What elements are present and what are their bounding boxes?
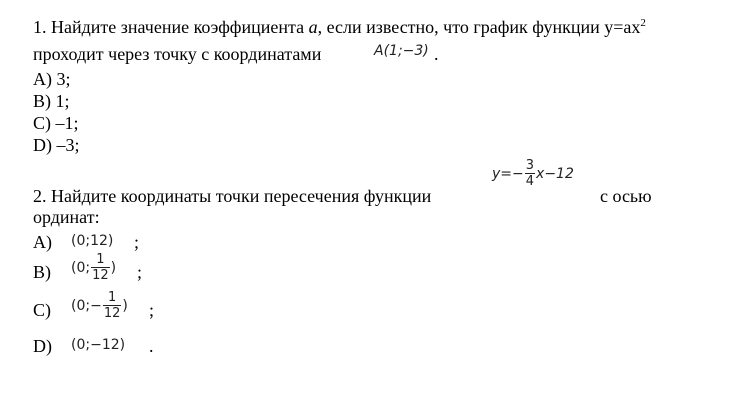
q2-option-b-value: (0; $\frac{1}{12}$ ) <box>71 252 117 283</box>
question-1-function: , если известно, что график функции y=ax <box>317 17 641 37</box>
question-1-text: 1. Найдите значение коэффициента <box>33 17 309 37</box>
function-formula <box>492 158 574 189</box>
question-1-end: . <box>434 44 439 64</box>
function-lhs: y=− <box>492 165 524 182</box>
question-1-line-2 <box>33 44 321 64</box>
q2-option-a-label: A) <box>33 232 52 252</box>
q2-option-b-fraction: $\frac{1}{12}$ <box>92 252 109 283</box>
question-1-line-1 <box>33 17 646 37</box>
q1-option-d: D) –3; <box>33 135 80 155</box>
q2-option-b-label: B) <box>33 262 51 282</box>
coefficient-symbol: a <box>308 17 318 37</box>
q2-option-c-label: C) <box>33 300 51 320</box>
q2-option-a-value: (0;12) <box>71 233 114 249</box>
q2-option-a-end: ; <box>134 232 140 252</box>
question-2-line-1: 2. Найдите координаты точки пересечения функции <box>33 186 432 206</box>
q2-option-c-value: (0;− $\frac{1}{12}$ ) <box>71 290 128 321</box>
question-1-text-2: проходит через точку с координатами <box>33 44 322 64</box>
question-2-line-2: ординат: <box>33 207 100 227</box>
q2-option-c-end: ; <box>149 300 155 320</box>
fraction-numerator: 3 <box>525 158 535 173</box>
q2-option-d-end: . <box>149 336 154 356</box>
exponent: 2 <box>640 17 646 29</box>
q2-option-b-end: ; <box>137 262 143 282</box>
q2-option-d-label: D) <box>33 336 52 356</box>
q2-option-c-fraction: $\frac{1}{12}$ <box>103 290 121 321</box>
fraction-denominator: 4 <box>525 174 535 189</box>
function-fraction <box>525 158 535 189</box>
question-2-suffix: с осью <box>600 186 652 206</box>
q1-option-a: A) 3; <box>33 69 71 89</box>
q1-option-b: B) 1; <box>33 91 70 111</box>
point-a-formula: A(1;−3) <box>374 43 429 59</box>
q1-option-c: C) –1; <box>33 113 79 133</box>
function-rhs: x−12 <box>536 165 574 182</box>
q2-option-d-value: (0;−12) <box>71 337 126 353</box>
